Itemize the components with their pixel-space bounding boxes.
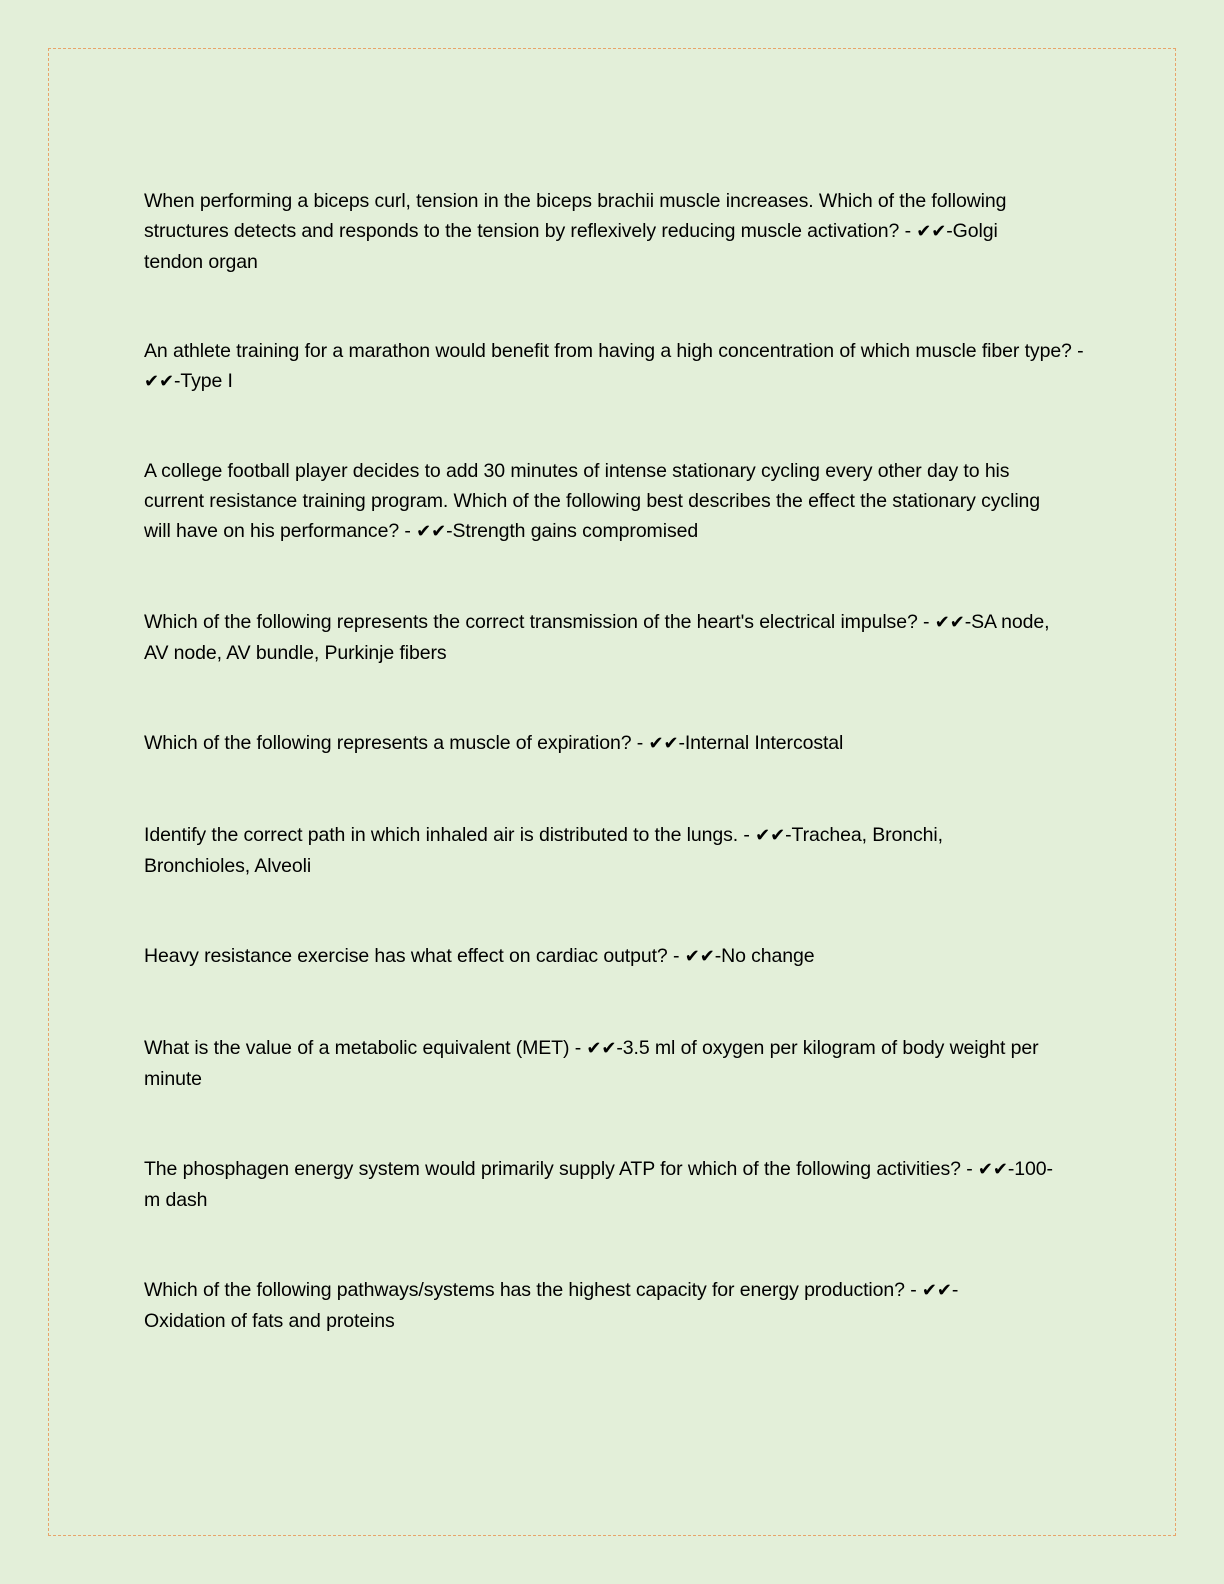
question-text: The phosphagen energy system would primarily supply ATP for which of the following activities? (144, 1158, 961, 1180)
qa-item-3 (144, 456, 1069, 547)
answer-text: -Strength gains compromised (446, 520, 699, 542)
checkmark-icon: ✔✔ (916, 221, 947, 242)
question-text: When performing a biceps curl, tension in the biceps brachii muscle increases. Which of the following structures detects and responds to the tension by reflexively reducing muscle activation? (144, 190, 1007, 242)
checkmark-icon: ✔✔ (586, 1038, 617, 1059)
question-text: An athlete training for a marathon would benefit from having a high concentration of which muscle fiber type? (144, 340, 1072, 362)
answer-text: -SA node, AV node, AV bundle, Purkinje fibers (144, 611, 1050, 664)
question-text: Identify the correct path in which inhaled air is distributed to the lungs. (144, 824, 739, 846)
qa-item-7 (144, 941, 1084, 972)
qa-item-10 (144, 1275, 1014, 1336)
checkmark-icon: ✔✔ (416, 521, 447, 542)
separator: - (569, 1037, 587, 1059)
separator: - (738, 824, 756, 846)
qa-item-4 (144, 607, 1059, 668)
question-text: Which of the following represents the correct transmission of the heart's electrical impulse? (144, 611, 918, 633)
checkmark-icon: ✔✔ (684, 946, 715, 967)
separator: - (960, 1158, 978, 1180)
answer-text: -Trachea, Bronchi, Bronchioles, Alveoli (144, 824, 943, 877)
qa-item-2 (144, 336, 1084, 397)
question-text: What is the value of a metabolic equivalent (MET) (144, 1037, 570, 1059)
question-text: Which of the following pathways/systems has the highest capacity for energy production? (144, 1279, 905, 1301)
answer-text: -Type I (173, 370, 233, 392)
answer-text: -Internal Intercostal (678, 732, 844, 754)
qa-item-8 (144, 1033, 1059, 1094)
checkmark-icon: ✔✔ (144, 371, 174, 392)
checkmark-icon: ✔✔ (977, 1159, 1008, 1180)
question-text: A college football player decides to add 30 minutes of intense stationary cycling every other day to his current resistance training program. Which of the following best describes the effect the stationary cycling will have on his performance? (144, 460, 1041, 542)
qa-item-1 (144, 186, 1059, 277)
question-text: Heavy resistance exercise has what effect on cardiac output? (144, 945, 668, 967)
qa-item-5 (144, 728, 1084, 759)
separator: - (631, 732, 649, 754)
answer-text: -Oxidation of fats and proteins (144, 1279, 959, 1332)
separator: - (917, 611, 935, 633)
separator: - (1071, 340, 1084, 362)
answer-text: -100-m dash (144, 1158, 1053, 1211)
separator: - (667, 945, 685, 967)
checkmark-icon: ✔✔ (921, 1280, 952, 1301)
checkmark-icon: ✔✔ (934, 612, 965, 633)
qa-item-9 (144, 1154, 1069, 1215)
answer-text: -Golgi tendon organ (144, 220, 998, 273)
question-text: Which of the following represents a muscle of expiration? (144, 732, 632, 754)
separator: - (904, 1279, 922, 1301)
qa-item-6 (144, 820, 1014, 881)
checkmark-icon: ✔✔ (648, 733, 679, 754)
separator: - (899, 220, 917, 242)
answer-text: -3.5 ml of oxygen per kilogram of body weight per minute (144, 1037, 1039, 1090)
separator: - (399, 520, 417, 542)
checkmark-icon: ✔✔ (755, 825, 786, 846)
answer-text: -No change (714, 945, 815, 967)
